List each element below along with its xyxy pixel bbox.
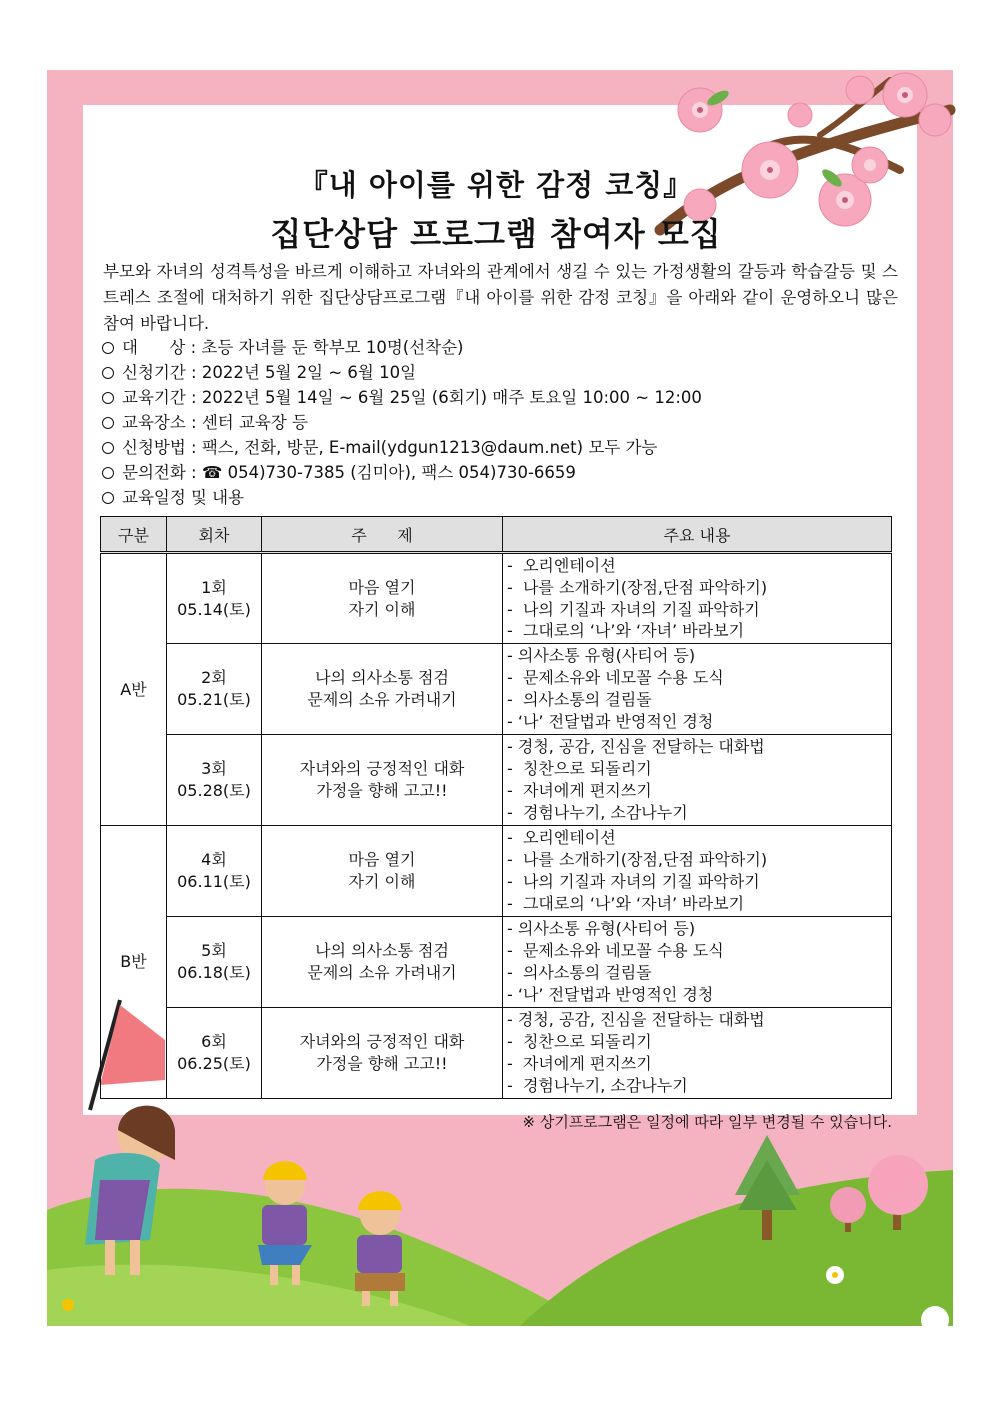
info-value: 팩스, 전화, 방문, E-mail(ydgun1213@daum.net) 모두 가능 [201, 438, 658, 457]
info-label: 신청방법 [122, 438, 186, 457]
content-cell [503, 917, 892, 1008]
info-label: 교육기간 [122, 388, 186, 407]
info-label: 대 상 [122, 338, 186, 357]
content-item: - 나의 기질과 자녀의 기질 파악하기 [507, 872, 760, 891]
topic-line: 문제의 소유 가려내기 [307, 690, 457, 709]
circle-bullet-icon [102, 442, 114, 454]
topic-cell [262, 917, 503, 1008]
topic-cell [262, 644, 503, 735]
info-item-application-period: 신청기간 : 2022년 5월 2일 ~ 6월 10일 [102, 361, 416, 385]
circle-bullet-icon [102, 392, 114, 404]
group-cell: A반 [101, 553, 167, 826]
table-row [101, 735, 892, 826]
content-item: - 칭찬으로 되돌리기 [507, 759, 652, 779]
info-item-target: 대 상 : 초등 자녀를 둔 학부모 10명(선착순) [102, 336, 463, 360]
content-item: - ‘나’ 전달법과 반영적인 경청 [507, 711, 714, 731]
session-date: 05.28(토) [177, 781, 251, 800]
session-number: 4회 [201, 850, 227, 869]
circle-bullet-icon [102, 492, 114, 504]
footnote: ※ 상기프로그램은 일정에 따라 일부 변경될 수 있습니다. [522, 1113, 892, 1131]
session-cell [167, 1008, 262, 1099]
green-hills-illustration [47, 1170, 953, 1334]
session-number: 3회 [201, 759, 227, 778]
topic-cell [262, 735, 503, 826]
content-item: - 경험나누기, 소감나누기 [507, 802, 688, 822]
topic-line: 마음 열기 [348, 577, 416, 597]
topic-line: 나의 의사소통 점검 [315, 941, 449, 960]
content-item: - 오리엔테이션 [507, 828, 616, 848]
info-label: 신청기간 [122, 363, 186, 382]
table-row [101, 644, 892, 735]
content-cell [503, 553, 892, 644]
info-label: 교육장소 [122, 413, 186, 432]
content-item: - 나를 소개하기(장점,단점 파악하기) [507, 850, 768, 870]
topic-line: 마음 열기 [348, 850, 416, 869]
session-date: 05.14(토) [177, 599, 251, 619]
content-item: - 의사소통 유형(사티어 등) [507, 646, 696, 666]
table-row [101, 553, 892, 644]
schedule-table [100, 516, 892, 1099]
content-cell [503, 826, 892, 917]
table-row [101, 917, 892, 1008]
header-group: 구분 [101, 517, 167, 553]
session-cell [167, 553, 262, 644]
cherry-blossom-branch-illustration [660, 73, 951, 230]
info-item-location: 교육장소 : 센터 교육장 등 [102, 411, 308, 435]
intro-paragraph: 부모와 자녀의 성격특성을 바르게 이해하고 자녀와의 관계에서 생길 수 있는 가정생활의 갈등과 학습갈등 및 스트레스 조절에 대처하기 위한 집단상담프로그램『내 아이를 위한 감정 코칭』을 아래와 같이 운영하오니 많은 참여 바랍니다. [103, 262, 898, 333]
content-item: - 나를 소개하기(장점,단점 파악하기) [507, 577, 768, 597]
session-cell [167, 917, 262, 1008]
content-item: - 그대로의 ‘나’와 ‘자녀’ 바라보기 [507, 893, 745, 913]
content-item: - 경청, 공감, 진심을 전달하는 대화법 [507, 737, 765, 757]
content-item: - 칭찬으로 되돌리기 [507, 1032, 652, 1052]
header-topic: 주 제 [262, 517, 503, 553]
circle-bullet-icon [102, 367, 114, 379]
content-cell [503, 1008, 892, 1099]
info-value: 2022년 5월 14일 ~ 6월 25일 (6회기) 매주 토요일 10:00 ~ 12:00 [201, 388, 702, 407]
title-line-2: 집단상담 프로그램 참여자 모집 [270, 215, 722, 253]
content-item: - ‘나’ 전달법과 반영적인 경청 [507, 984, 714, 1004]
info-item-application-method: 신청방법 : 팩스, 전화, 방문, E-mail(ydgun1213@daum.net) 모두 가능 [102, 436, 657, 460]
session-number: 5회 [201, 941, 227, 960]
topic-line: 자녀와의 긍정적인 대화 [299, 1032, 465, 1051]
group-cell: B반 [101, 826, 167, 1099]
info-label: 문의전화 [122, 463, 186, 482]
header-session: 회차 [167, 517, 262, 553]
info-value: ☎ 054)730-7385 (김미아), 팩스 054)730-6659 [201, 463, 576, 482]
content-cell [503, 644, 892, 735]
info-value: 센터 교육장 등 [201, 413, 308, 432]
circle-bullet-icon [102, 467, 114, 479]
content-item: - 오리엔테이션 [507, 555, 616, 575]
title-line-1: 『내 아이를 위한 감정 코칭』 [298, 168, 694, 202]
info-item-contact: 문의전화 : ☎ 054)730-7385 (김미아), 팩스 054)730-6659 [102, 461, 576, 485]
info-value: 2022년 5월 2일 ~ 6월 10일 [201, 363, 417, 382]
content-item: - 나의 기질과 자녀의 기질 파악하기 [507, 599, 760, 619]
content-item: - 의사소통의 걸림돌 [507, 690, 652, 709]
info-item-schedule [102, 486, 244, 510]
topic-line: 가정을 향해 고고!! [316, 1054, 448, 1073]
table-row [101, 826, 892, 917]
content-item: - 의사소통의 걸림돌 [507, 963, 652, 982]
session-date: 06.18(토) [177, 963, 251, 982]
content-item: - 경험나누기, 소감나누기 [507, 1075, 688, 1095]
session-cell [167, 826, 262, 917]
session-cell [167, 735, 262, 826]
content-item: - 자녀에게 편지쓰기 [507, 781, 652, 800]
topic-line: 문제의 소유 가려내기 [307, 963, 457, 982]
content-item: - 그대로의 ‘나’와 ‘자녀’ 바라보기 [507, 621, 745, 641]
session-cell [167, 644, 262, 735]
topic-cell [262, 826, 503, 917]
session-number: 2회 [201, 668, 227, 687]
content-item: - 의사소통 유형(사티어 등) [507, 919, 696, 939]
table-header-row [101, 517, 892, 553]
session-number: 6회 [201, 1032, 227, 1051]
info-value: 초등 자녀를 둔 학부모 10명(선착순) [201, 338, 464, 357]
topic-line: 자녀와의 긍정적인 대화 [299, 759, 465, 778]
session-date: 06.11(토) [177, 872, 251, 891]
session-date: 05.21(토) [177, 690, 251, 709]
content-item: - 자녀에게 편지쓰기 [507, 1054, 652, 1073]
content-item: - 문제소유와 네모꼴 수용 도식 [507, 668, 724, 688]
table-row [101, 1008, 892, 1099]
info-item-education-period: 교육기간 : 2022년 5월 14일 ~ 6월 25일 (6회기) 매주 토요일 10:00 ~ 12:00 [102, 386, 702, 410]
session-date: 06.25(토) [177, 1054, 251, 1073]
topic-line: 자기 이해 [348, 872, 416, 891]
info-label: 교육일정 및 내용 [122, 488, 245, 507]
content-cell [503, 735, 892, 826]
topic-cell [262, 1008, 503, 1099]
topic-cell [262, 553, 503, 644]
topic-line: 가정을 향해 고고!! [316, 781, 448, 800]
topic-line: 나의 의사소통 점검 [315, 668, 449, 687]
header-content: 주요 내용 [503, 517, 892, 553]
content-item: - 경청, 공감, 진심을 전달하는 대화법 [507, 1010, 765, 1030]
content-item: - 문제소유와 네모꼴 수용 도식 [507, 941, 724, 961]
session-number: 1회 [201, 577, 227, 597]
circle-bullet-icon [102, 417, 114, 429]
topic-line: 자기 이해 [348, 599, 416, 619]
circle-bullet-icon [102, 342, 114, 354]
